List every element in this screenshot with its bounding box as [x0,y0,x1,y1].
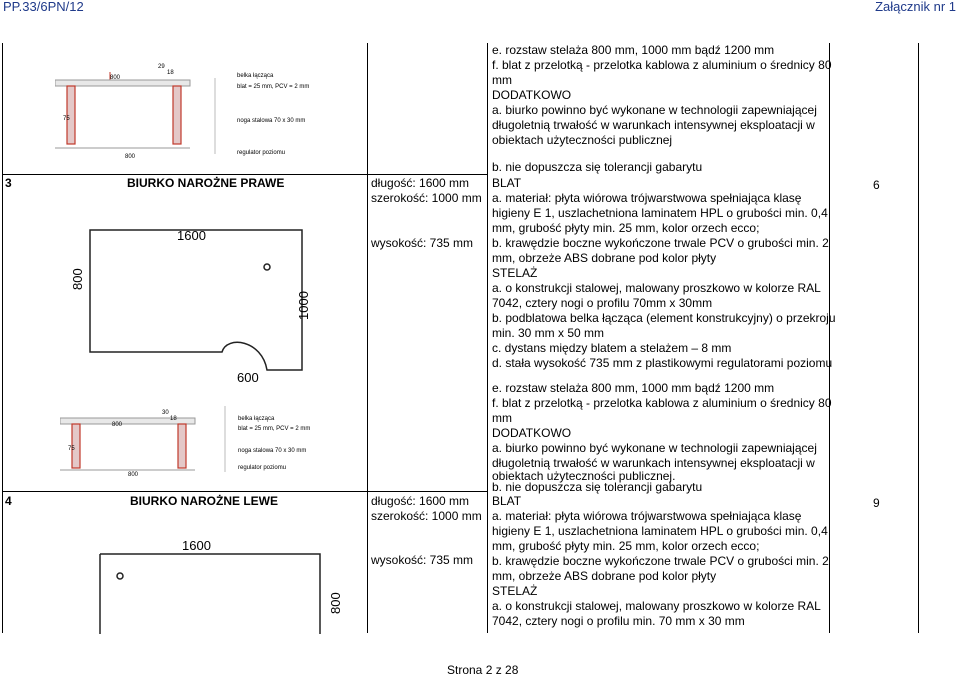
sketch-label: 800 [112,422,123,428]
sketch-label: noga stalowa 70 x 30 mm [238,448,307,454]
frame-sketch-middle [60,400,355,478]
sketch-label: 800 [125,154,136,160]
page-number: Strona 2 z 28 [447,663,519,677]
product-name: BIURKO NAROŻNE PRAWE [127,176,285,190]
dimension-label: 1600 [177,228,206,243]
sketch-label: belka łącząca [238,416,275,422]
sketch-label: 800 [110,75,121,81]
desc-line: d. stała wysokość 735 mm z plastikowymi regulatorami poziomu [492,356,833,370]
dimension-label: 1000 [296,291,311,320]
sketch-label: 75 [63,116,70,122]
desc-line: a. materiał: płyta wiórowa trójwarstwowa spełniająca klasę [492,509,802,523]
desc-line: min. 30 mm x 50 mm [492,326,605,340]
top-line-3: mm [492,73,512,87]
sketch-label: belka łącząca [237,73,274,79]
column-divider-name [367,43,368,633]
desc-line: mm, obrzeże ABS dobrane pod kolor płyty [492,569,717,583]
desc-line: b. krawędzie boczne wykończone trwale PCV o grubości min. 2 [492,236,829,250]
desc-line: a. o konstrukcji stalowej, malowany proszkowo w kolorze RAL [492,599,821,613]
top-line-2: f. blat z przelotką - przelotka kablowa z aluminium o średnicy 80 [492,58,832,72]
desc-line: a. o konstrukcji stalowej, malowany proszkowo w kolorze RAL [492,281,821,295]
top-line-4: DODATKOWO [492,88,572,102]
desc-line: BLAT [492,494,522,508]
table-border-left [2,43,3,633]
row-divider-4 [2,491,488,492]
dimension-length: długość: 1600 mm [371,494,470,508]
sketch-label: noga stalowa 70 x 30 mm [237,118,306,124]
sketch-label: blat = 25 mm, PCV = 2 mm [238,426,311,432]
document-code: PP.33/6PN/12 [3,0,84,14]
desc-line: STELAŻ [492,266,538,280]
dimension-length: długość: 1600 mm [371,176,470,190]
column-divider-desc [829,43,830,633]
sketch-label: 75 [68,446,75,452]
desc-line: f. blat z przelotką - przelotka kablowa z aluminium o średnicy 80 [492,396,832,410]
desc-line: higieny E 1, uszlachetniona laminatem HPL o grubości min. 0,4 [492,206,828,220]
sketch-label: blat = 25 mm, PCV = 2 mm [237,84,310,90]
desk-drawing-right [62,220,334,386]
dimension-label: 1600 [182,538,211,553]
frame-sketch-top [55,58,350,162]
desc-line: mm [492,411,512,425]
desc-line: mm, grubość płyty min. 25 mm, kolor orzech ecco; [492,221,760,235]
product-name: BIURKO NAROŻNE LEWE [130,494,278,508]
sketch-label: 29 [158,64,165,70]
sketch-label: regulator poziomu [237,150,286,156]
top-line-1: e. rozstaw stelaża 800 mm, 1000 mm bądź 1200 mm [492,43,775,57]
desc-line: 7042, cztery nogi o profilu min. 70 mm x 30 mm [492,614,745,628]
desc-line: higieny E 1, uszlachetniona laminatem HPL o grubości min. 0,4 [492,524,828,538]
desc-line: a. materiał: płyta wiórowa trójwarstwowa spełniająca klasę [492,191,802,205]
dimension-width: szerokość: 1000 mm [371,191,482,205]
desc-line: mm, obrzeże ABS dobrane pod kolor płyty [492,251,717,265]
top-line-6: długoletnią trwałość w warunkach intensywnej eksploatacji w [492,118,815,132]
quantity: 9 [873,496,880,510]
desc-line: c. dystans między blatem a stelażem – 8 mm [492,341,732,355]
dimension-width: szerokość: 1000 mm [371,509,482,523]
desc-line: b. nie dopuszcza się tolerancji gabarytu [492,480,703,494]
dimension-height: wysokość: 735 mm [371,236,474,250]
dimension-height: wysokość: 735 mm [371,553,474,567]
desc-line: obiektach użyteczności publicznej. [492,469,676,483]
desc-line: e. rozstaw stelaża 800 mm, 1000 mm bądź 1200 mm [492,381,775,395]
row-divider-3 [2,174,488,175]
row-number: 4 [5,494,12,508]
top-line-5: a. biurko powinno być wykonane w technologii zapewniającej [492,103,817,117]
quantity: 6 [873,178,880,192]
dimension-label: 600 [237,370,259,385]
sketch-label: 30 [162,410,169,416]
top-line-9: b. nie dopuszcza się tolerancji gabarytu [492,160,703,174]
desc-line: DODATKOWO [492,426,572,440]
desc-line: a. biurko powinno być wykonane w technologii zapewniającej [492,441,817,455]
desc-line: 7042, cztery nogi o profilu 70mm x 30mm [492,296,713,310]
top-line-7: obiektach użyteczności publicznej [492,133,673,147]
dimension-label: 800 [70,268,85,290]
desc-line: BLAT [492,176,522,190]
desc-line: b. krawędzie boczne wykończone trwale PCV o grubości min. 2 [492,554,829,568]
attachment-label: Załącznik nr 1 [875,0,956,14]
sketch-label: 800 [128,472,139,478]
desc-line: mm, grubość płyty min. 25 mm, kolor orzech ecco; [492,539,760,553]
desk-drawing-left [90,530,360,634]
sketch-label: 18 [170,416,177,422]
dimension-label: 800 [328,592,343,614]
table-border-right [918,43,919,633]
sketch-label: regulator poziomu [238,465,287,471]
desc-line: STELAŻ [492,584,538,598]
desc-line: długoletnią trwałość w warunkach intensywnej eksploatacji w [492,456,815,470]
column-divider-dims [487,43,488,633]
sketch-label: 18 [167,70,174,76]
row-number: 3 [5,176,12,190]
desc-line: b. podblatowa belka łącząca (element konstrukcyjny) o przekroju [492,311,836,325]
